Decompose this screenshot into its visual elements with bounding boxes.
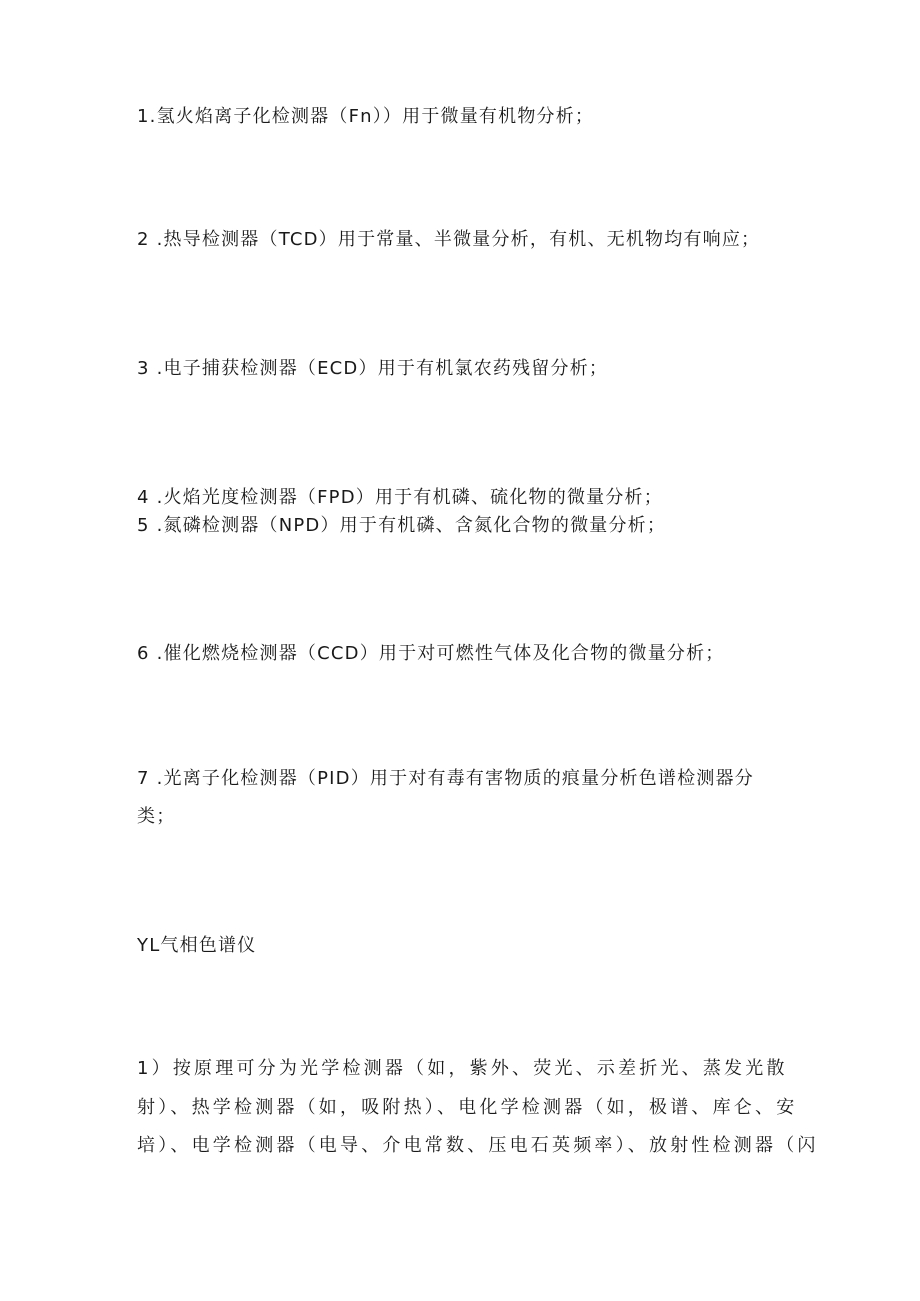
paragraph-line-2: 射）、热学检测器（如，吸附热）、电化学检测器（如，极谱、库仑、安 (137, 1097, 798, 1118)
list-item-7: 7 .光离子化检测器（PID）用于对有毒有害物质的痕量分析色谱检测器分 (137, 768, 754, 789)
paragraph-line-1: 1）按原理可分为光学检测器（如，紫外、荧光、示差折光、蒸发光散 (137, 1058, 788, 1079)
list-item-1: 1.氢火焰离子化检测器（Fn））用于微量有机物分析； (137, 106, 595, 127)
list-item-3: 3 .电子捕获检测器（ECD）用于有机氯农药残留分析； (137, 358, 609, 379)
paragraph-line-3: 培）、电学检测器（电导、介电常数、压电石英频率）、放射性检测器（闪 (137, 1135, 819, 1156)
list-item-6: 6 .催化燃烧检测器（CCD）用于对可燃性气体及化合物的微量分析； (137, 643, 725, 664)
list-item-4: 4 .火焰光度检测器（FPD）用于有机磷、硫化物的微量分析； (137, 487, 663, 508)
list-item-5: 5 .氮磷检测器（NPD）用于有机磷、含氮化合物的微量分析； (137, 515, 667, 536)
section-heading: YL气相色谱仪 (137, 935, 257, 956)
list-item-2: 2 .热导检测器（TCD）用于常量、半微量分析，有机、无机物均有响应； (137, 229, 761, 250)
list-item-7-continuation: 类； (137, 806, 176, 827)
